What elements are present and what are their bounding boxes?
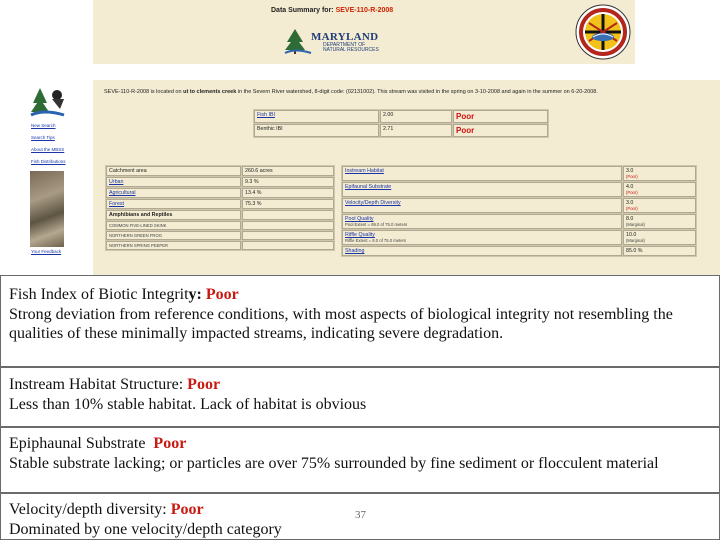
fish-ibi-description: Strong deviation from reference conditions, with most aspects of biological integrity not resembling the qualities of these minimally impacted streams, indicating severe degradation. [9,305,673,342]
page-number: 37 [355,509,366,521]
catchment-value: 260.6 acres [242,166,334,176]
epiphaunal-box-rating: Poor [153,435,187,452]
agricultural-link[interactable]: Agricultural [109,190,136,196]
table-row [342,166,696,181]
benthic-ibi-value: 2.71 [380,124,452,137]
intro-text-2: in the Severn River watershed, 8-digit code: (02131002). This stream was visited in the spring on 3-10-2008 and again in the summer on 6-20-2008. [236,89,598,95]
table-row [106,221,334,230]
agricultural-value: 13.4 % [242,188,334,198]
table-row [254,110,548,123]
table-row [106,188,334,198]
table-row [106,231,334,240]
instream-title: Instream Habitat Structure: [9,376,184,393]
fish-ibi-rating: Poor [456,112,475,121]
epiphaunal-substrate-explanation [0,427,720,493]
instream-habitat-explanation [0,367,720,427]
species-item: COMMON FIVE-LINED SKINK [106,221,241,230]
fish-ibi-link[interactable]: Fish IBI [257,112,275,118]
table-row [342,246,696,256]
fish-ibi-explanation [0,275,720,367]
forest-link[interactable]: Forest [109,201,125,207]
velocity-depth-value: 3.0 [626,200,634,206]
urban-link[interactable]: Urban [109,179,124,185]
nav-link-about-mbss[interactable]: About the MBSS [31,147,65,152]
header-banner [93,0,635,64]
tree-icon [283,28,313,56]
riffle-extent: Riffle Extent = 8.0 of 75.0 meters [345,238,407,243]
table-row [254,124,548,137]
pool-quality-value: 8.0 [626,216,634,222]
forest-value: 75.3 % [242,199,334,209]
title-prefix: Data Summary for: [271,7,334,14]
riffle-quality-value: 10.0 [626,232,637,238]
nav-link-fish-distributions[interactable]: Fish Distributions [31,159,66,164]
epifaunal-substrate-value: 4.0 [626,184,634,190]
riffle-quality-rating: (Marginal) [626,238,645,243]
species-item: NORTHERN GREEN FROG [106,231,241,240]
site-id: SEVE-110-R-2008 [335,7,394,14]
benthic-ibi-rating: Poor [456,126,475,135]
fish-ibi-box-rating: Poor [205,286,239,303]
mbss-seal-icon [575,3,631,61]
instream-habitat-value: 3.0 [626,168,634,174]
shading-value: 85.0 % [623,246,696,256]
species-item: NORTHERN SPRING PEEPER [106,241,241,250]
table-row [342,198,696,213]
table-row [342,230,696,245]
instream-box-rating: Poor [187,376,221,393]
intro-text-1: SEVE-110-R-2008 is located on [104,89,184,95]
habitat-table [341,165,697,257]
land-use-table [105,165,335,251]
mbss-nav-logo-icon[interactable] [30,85,66,119]
catchment-label: Catchment area [106,166,241,176]
shading-link[interactable]: Shading [345,248,365,254]
table-row [106,241,334,250]
benthic-ibi-label: Benthic IBI [254,124,379,137]
pool-extent: Pool Extent = 69.0 of 75.0 meters [345,222,408,227]
fish-ibi-value: 2.00 [380,110,452,123]
fish-ibi-title: Fish Index of Biotic Integrit [9,286,189,303]
table-row [106,166,334,176]
table-row [342,182,696,197]
dnr-logo-sub: DEPARTMENT OF NATURAL RESOURCES [323,42,379,53]
velocity-box-rating: Poor [170,501,204,518]
velocity-description: Dominated by one velocity/depth category [9,520,282,538]
dnr-logo[interactable] [283,26,383,58]
urban-value: 9.3 % [242,177,334,187]
pool-quality-link[interactable]: Pool Quality [345,216,374,222]
ibi-table [253,109,549,138]
instream-habitat-rating: (Poor) [626,174,638,179]
site-description [104,89,704,95]
species-header: Amphibians and Reptiles [106,210,241,220]
nav-link-search-tips[interactable]: Search Tips [31,135,55,140]
fish-ibi-title-suffix: y: [188,286,202,303]
left-navigation [28,83,90,275]
page-title [271,7,393,14]
epifaunal-substrate-link[interactable]: Epifaunal Substrate [345,184,392,190]
instream-description: Less than 10% stable habitat. Lack of habitat is obvious [9,395,367,413]
pool-quality-rating: (Marginal) [626,222,645,227]
nav-link-new-search[interactable]: New Search [31,123,56,128]
instream-habitat-link[interactable]: Instream Habitat [345,168,384,174]
table-row [106,177,334,187]
riffle-quality-link[interactable]: Riffle Quality [345,232,375,238]
epifaunal-substrate-rating: (Poor) [626,190,638,195]
epiphaunal-title: Epiphaunal Substrate [9,435,146,452]
velocity-depth-rating: (Poor) [626,206,638,211]
stream-name: ut to clements creek [183,89,237,95]
fish-ibi-heading [9,285,711,305]
nav-link-your-feedback[interactable]: Your Feedback [31,249,62,254]
dnr-logo-name: MARYLAND [311,31,379,43]
table-row [342,214,696,229]
table-row [106,210,334,220]
velocity-title: Velocity/depth diversity: [9,501,167,518]
epiphaunal-description: Stable substrate lacking; or particles are over 75% surrounded by fine sediment or flocculent material [9,454,659,472]
table-row [106,199,334,209]
velocity-depth-link[interactable]: Velocity/Depth Diversity [345,200,401,206]
stream-photo [30,171,64,247]
